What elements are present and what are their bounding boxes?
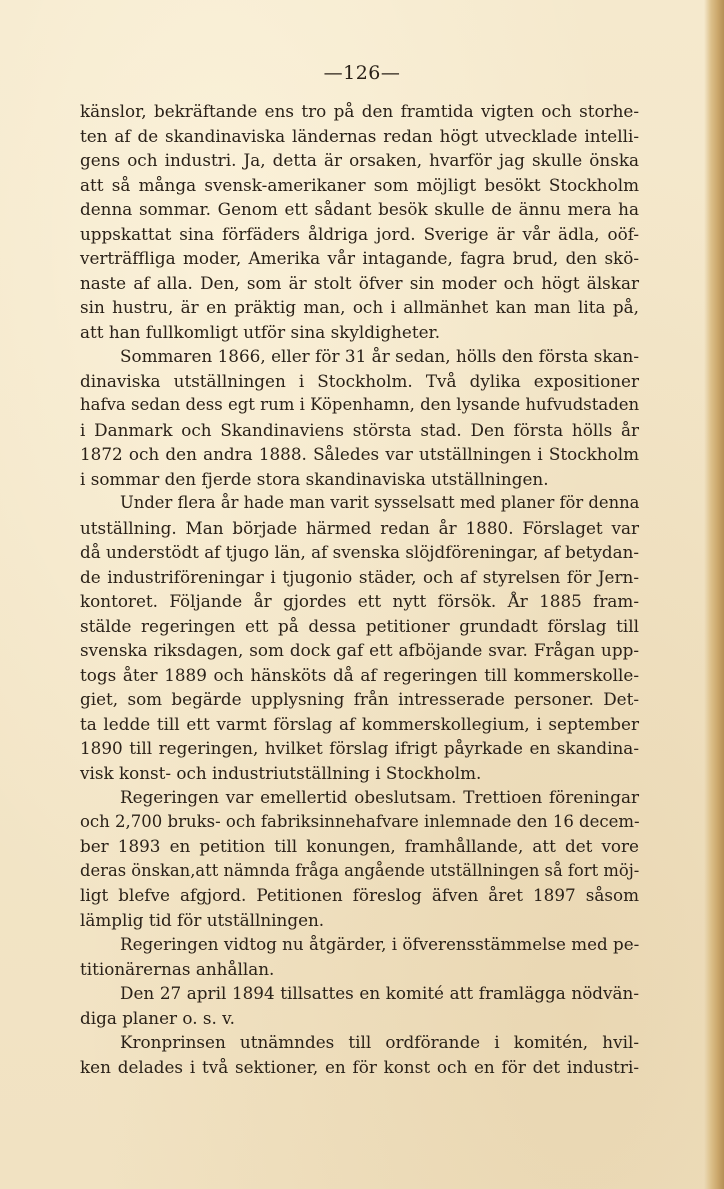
- paragraph-5: [80, 932, 639, 981]
- text-line: ligt blefve afgjord. Petitionen föreslog äfven året 1897 såsom: [80, 885, 639, 905]
- text-line: stälde regeringen ett på dessa petitioner grundadt förslag till: [80, 615, 639, 636]
- text-line: svenska riksdagen, som dock gaf ett afböjande svar. Frågan upp-: [80, 640, 639, 660]
- text-line: denna sommar. Genom ett sådant besök skulle de ännu mera ha: [80, 199, 639, 219]
- text-line: då understödt af tjugo län, af svenska slöjdföreningar, af betydan-: [80, 542, 639, 562]
- text-line: Regeringen var emellertid obeslutsam. Trettioen föreningar: [120, 787, 639, 807]
- text-line: hafva sedan dess egt rum i Köpenhamn, den lysande hufvudstaden: [80, 395, 640, 414]
- text-line: 1872 och den andra 1888. Således var utställningen i Stockholm: [80, 444, 639, 464]
- page-edge: [704, 0, 724, 1189]
- text-line: ber 1893 en petition till konungen, framhållande, att det vore: [80, 836, 639, 856]
- text-line: diga planer o. s. v.: [80, 1007, 235, 1028]
- body-text: [80, 99, 639, 1079]
- text-line: Regeringen vidtog nu åtgärder, i öfverensstämmelse med pe-: [120, 934, 640, 954]
- paragraph-1: [80, 99, 639, 344]
- text-line: naste af alla. Den, som är stolt öfver sin moder och högt älskar: [80, 272, 639, 293]
- text-line: deras önskan,att nämnda fråga angående utställningen så fort möj-: [80, 860, 640, 880]
- text-line: giet, som begärde upplysning från intresserade personer. Det-: [80, 689, 639, 709]
- text-line: i Danmark och Skandinaviens största stad. Den första hölls år: [80, 419, 639, 440]
- text-line: sin hustru, är en präktig man, och i allmänhet kan man lita på,: [80, 297, 639, 317]
- text-line: verträffliga moder, Amerika vår intagande, fagra brud, den skö-: [80, 248, 639, 268]
- text-line: dinaviska utställningen i Stockholm. Två dylika expositioner: [80, 370, 639, 391]
- text-line: i sommar den fjerde stora skandinaviska utställningen.: [80, 468, 549, 489]
- text-line: visk konst- och industriutställning i Stockholm.: [80, 762, 482, 783]
- text-line: togs åter 1889 och hänsköts då af regeringen till kommerskolle-: [80, 664, 639, 685]
- paragraph-3: [80, 491, 639, 785]
- text-line: utställning. Man började härmed redan år 1880. Förslaget var: [80, 517, 639, 538]
- paragraph-7: [80, 1030, 639, 1079]
- paragraph-6: [80, 981, 639, 1030]
- text-line: kontoret. Följande år gjordes ett nytt försök. År 1885 fram-: [80, 591, 639, 611]
- text-line: Kronprinsen utnämndes till ordförande i komitén, hvil-: [120, 1032, 639, 1052]
- text-line: känslor, bekräftande ens tro på den framtida vigten och storhe-: [80, 101, 639, 121]
- text-line: gens och industri. Ja, detta är orsaken, hvarför jag skulle önska: [80, 150, 639, 170]
- text-line: att så många svensk-amerikaner som möjligt besökt Stockholm: [80, 174, 639, 195]
- paragraph-2: [80, 344, 639, 491]
- text-line: lämplig tid för utställningen.: [80, 909, 325, 930]
- text-line: ta ledde till ett varmt förslag af kommerskollegium, i september: [80, 713, 639, 734]
- text-line: att han fullkomligt utför sina skyldigheter.: [80, 321, 441, 342]
- text-line: de industriföreningar i tjugonio städer, och af styrelsen för Jern-: [80, 566, 639, 587]
- text-line: Den 27 april 1894 tillsattes en komité att framlägga nödvän-: [120, 983, 639, 1003]
- text-line: 1890 till regeringen, hvilket förslag ifrigt påyrkade en skandina-: [80, 738, 639, 758]
- text-line: Under flera år hade man varit sysselsatt med planer för denna: [120, 493, 640, 512]
- paragraph-4: [80, 785, 639, 932]
- text-line: ken delades i två sektioner, en för konst och en för det industri-: [80, 1056, 639, 1077]
- text-line: titionärernas anhållan.: [80, 958, 275, 979]
- text-line: uppskattat sina förfäders åldriga jord. Sverige är vår ädla, oöf-: [80, 223, 639, 244]
- text-line: ten af de skandinaviska ländernas redan högt utvecklade intelli-: [80, 125, 639, 146]
- text-line: och 2,700 bruks- och fabriksinnehafvare inlemnade den 16 decem-: [80, 811, 640, 831]
- text-line: Sommaren 1866, eller för 31 år sedan, hölls den första skan-: [120, 346, 639, 366]
- page-number: —126—: [323, 62, 401, 84]
